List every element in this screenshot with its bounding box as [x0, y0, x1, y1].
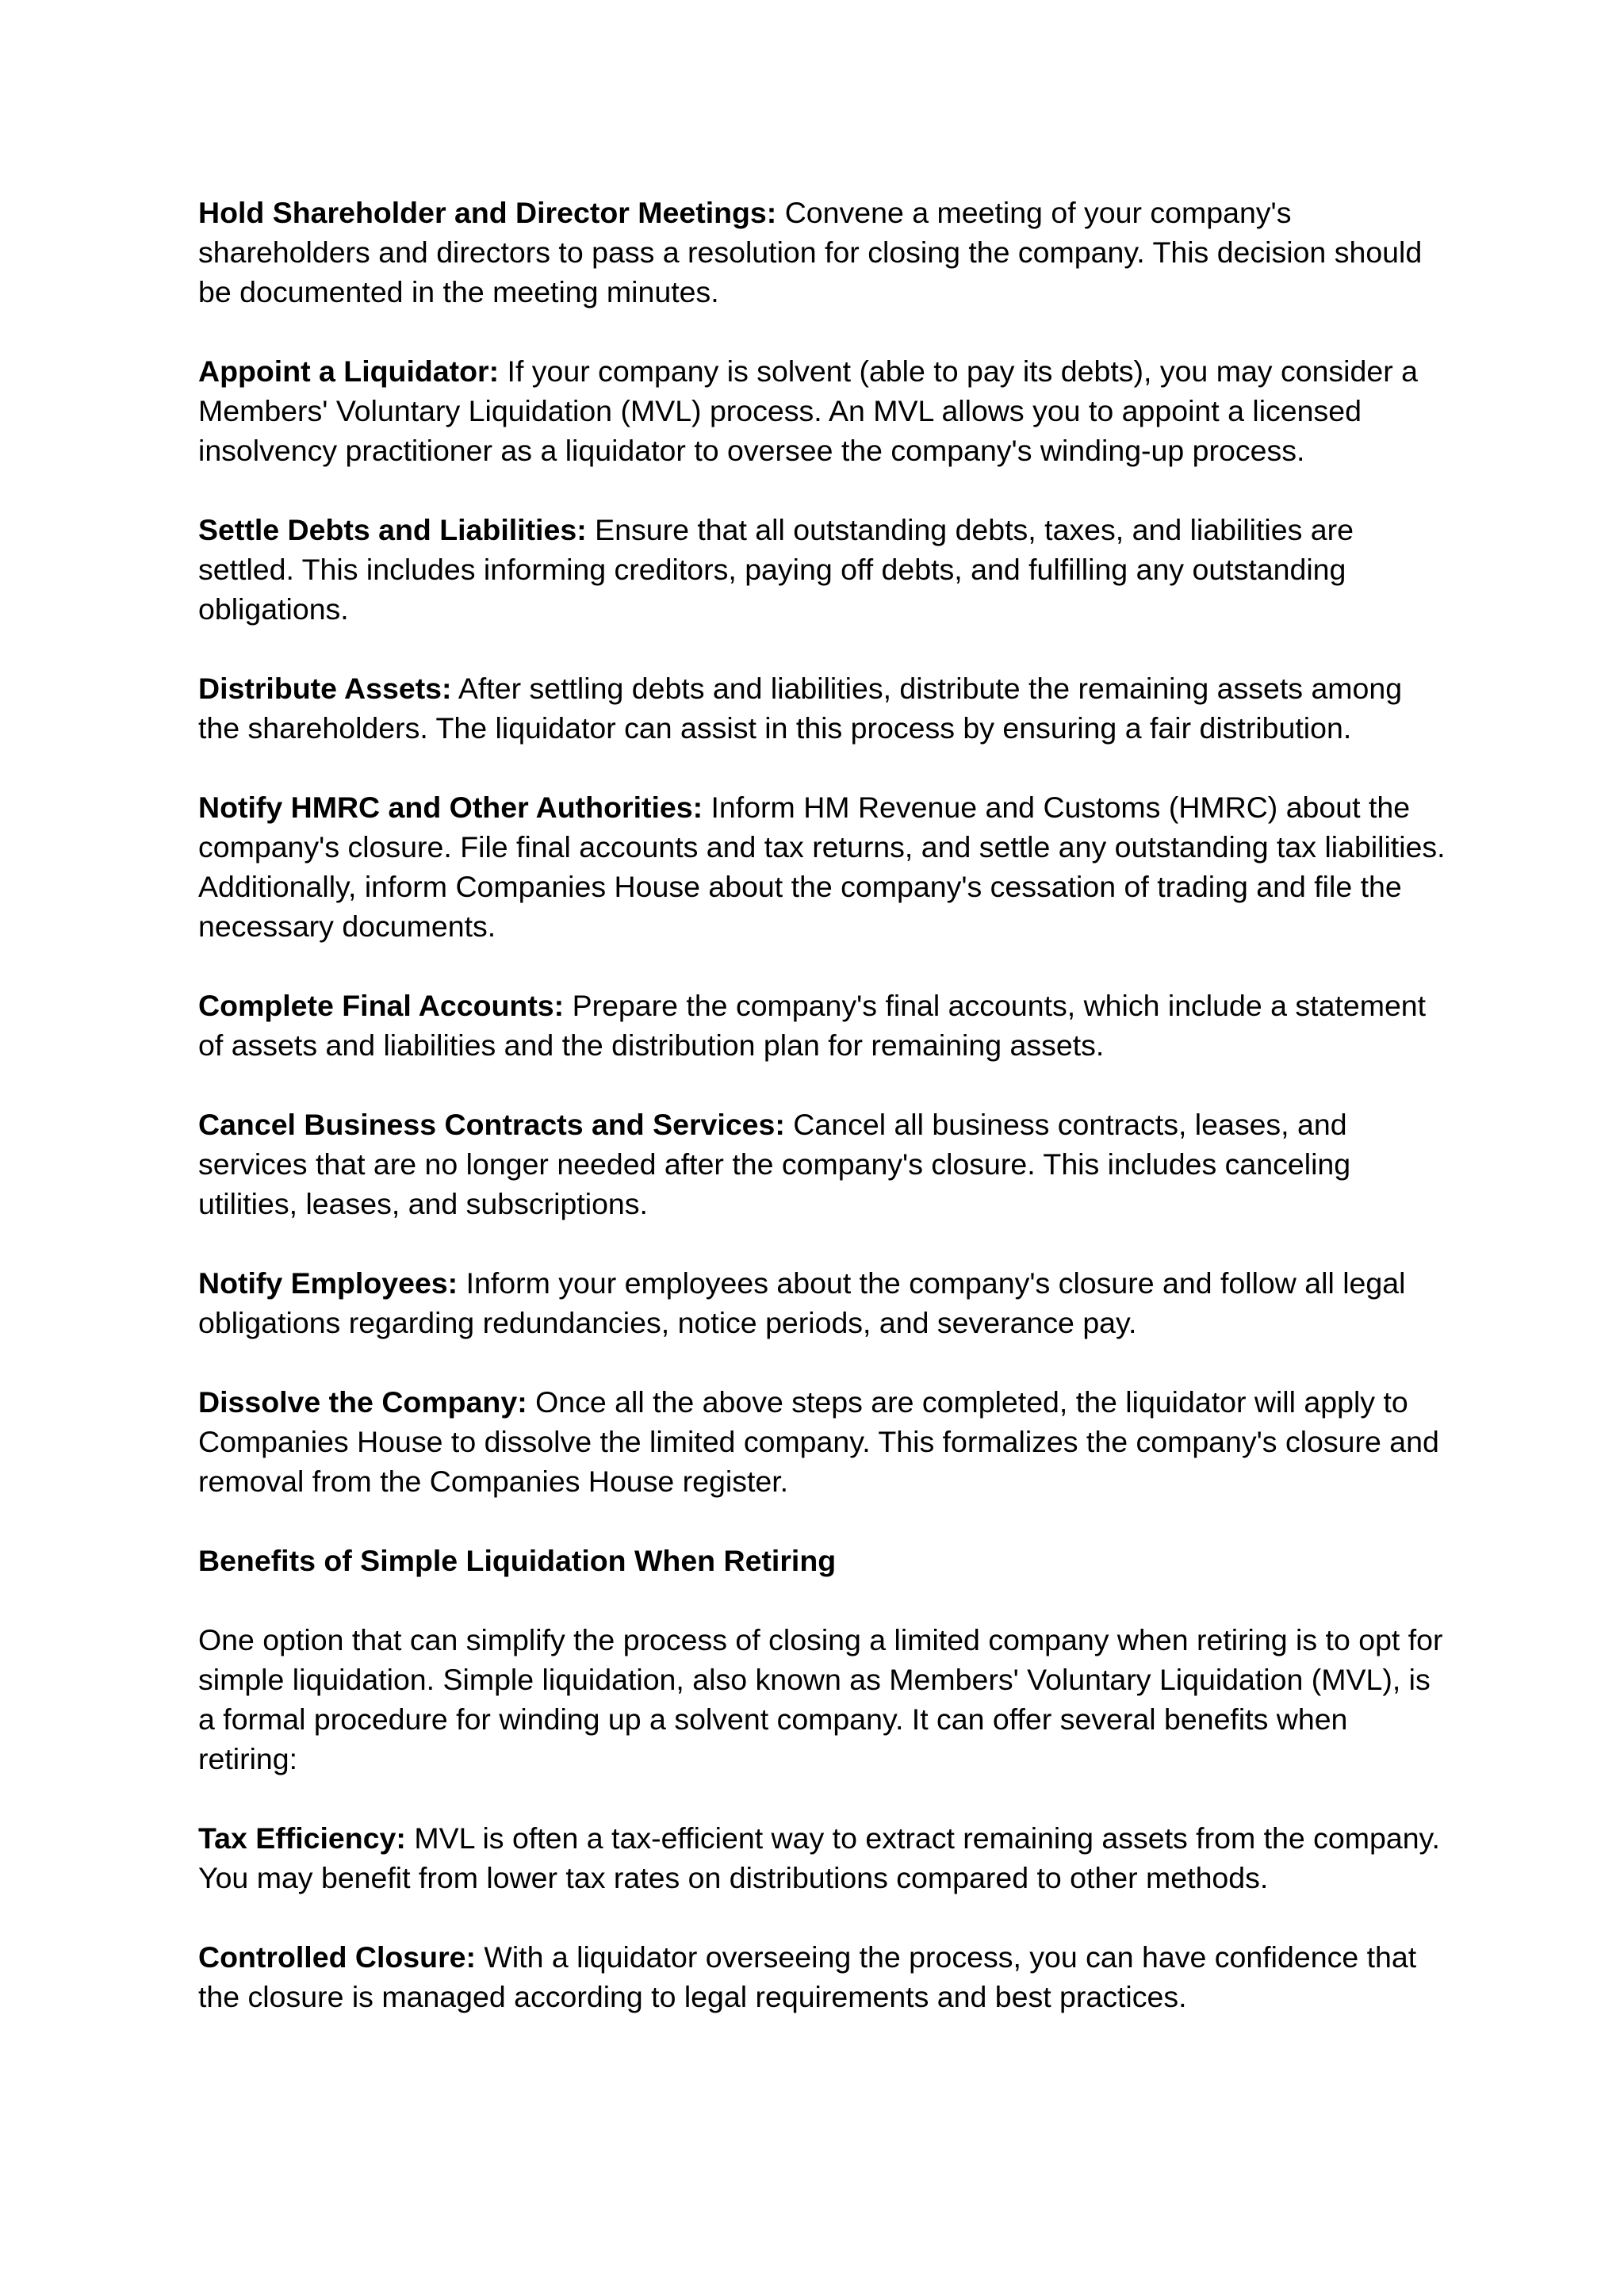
step-paragraph: [198, 510, 1451, 629]
step-text: Inform HM Revenue and Customs (HMRC) about the company's closure. File final accounts and tax returns, and settle any outstanding tax liabilities. Additionally, inform Companies House about the company's cessation of trading and file the necessary documents.: [198, 791, 1446, 943]
step-text: Cancel all business contracts, leases, and services that are no longer needed after the company's closure. This includes canceling utilities, leases, and subscriptions.: [198, 1108, 1351, 1220]
benefit-text: MVL is often a tax-efficient way to extract remaining assets from the company. You may benefit from lower tax rates on distributions compared to other methods.: [198, 1821, 1440, 1894]
step-title: Distribute Assets:: [198, 672, 452, 705]
step-paragraph: [198, 668, 1451, 748]
step-title: Appoint a Liquidator:: [198, 354, 500, 388]
step-text: After settling debts and liabilities, distribute the remaining assets among the shareholders. The liquidator can assist in this process by ensuring a fair distribution.: [198, 672, 1403, 745]
step-text: Convene a meeting of your company's shareholders and directors to pass a resolution for closing the company. This decision should be documented in the meeting minutes.: [198, 196, 1423, 308]
step-title: Hold Shareholder and Director Meetings:: [198, 196, 777, 229]
step-title: Complete Final Accounts:: [198, 989, 565, 1022]
step-paragraph: [198, 351, 1451, 470]
step-title: Notify HMRC and Other Authorities:: [198, 791, 703, 824]
step-paragraph: [198, 787, 1451, 946]
step-title: Dissolve the Company:: [198, 1385, 527, 1419]
step-text: Once all the above steps are completed, the liquidator will apply to Companies House to dissolve the limited company. This formalizes the company's closure and removal from the Companies House register.: [198, 1385, 1439, 1498]
step-title: Settle Debts and Liabilities:: [198, 513, 587, 546]
step-paragraph: [198, 1382, 1451, 1501]
step-paragraph: [198, 1105, 1451, 1224]
step-text: Ensure that all outstanding debts, taxes, and liabilities are settled. This includes informing creditors, paying off debts, and fulfilling any outstanding obligations.: [198, 513, 1354, 626]
benefit-paragraph: [198, 1818, 1451, 1898]
document-page: [198, 193, 1451, 2056]
step-text: Inform your employees about the company's closure and follow all legal obligations regarding redundancies, notice periods, and severance pay.: [198, 1266, 1406, 1339]
step-paragraph: [198, 193, 1451, 312]
step-title: Cancel Business Contracts and Services:: [198, 1108, 785, 1141]
step-title: Notify Employees:: [198, 1266, 458, 1300]
benefit-title: Tax Efficiency:: [198, 1821, 406, 1855]
step-text: If your company is solvent (able to pay its debts), you may consider a Members' Voluntary Liquidation (MVL) process. An MVL allows you to appoint a licensed insolvency practitioner as a liquidator to oversee the company's winding-up process.: [198, 354, 1418, 467]
step-text: Prepare the company's final accounts, which include a statement of assets and liabilities and the distribution plan for remaining assets.: [198, 989, 1427, 1062]
benefits-intro: One option that can simplify the process of closing a limited company when retiring is to opt for simple liquidation. Simple liquidation, also known as Members' Voluntary Liquidation (MVL), is a formal procedure for winding up a solvent company. It can offer several benefits when retiring:: [198, 1623, 1443, 1775]
section-heading: Benefits of Simple Liquidation When Retiring: [198, 1544, 837, 1577]
benefit-paragraph: [198, 1937, 1451, 2016]
benefit-title: Controlled Closure:: [198, 1940, 477, 1974]
benefit-text: With a liquidator overseeing the process, you can have confidence that the closure is managed according to legal requirements and best practices.: [198, 1940, 1417, 2013]
step-paragraph: [198, 986, 1451, 1065]
step-paragraph: [198, 1263, 1451, 1342]
